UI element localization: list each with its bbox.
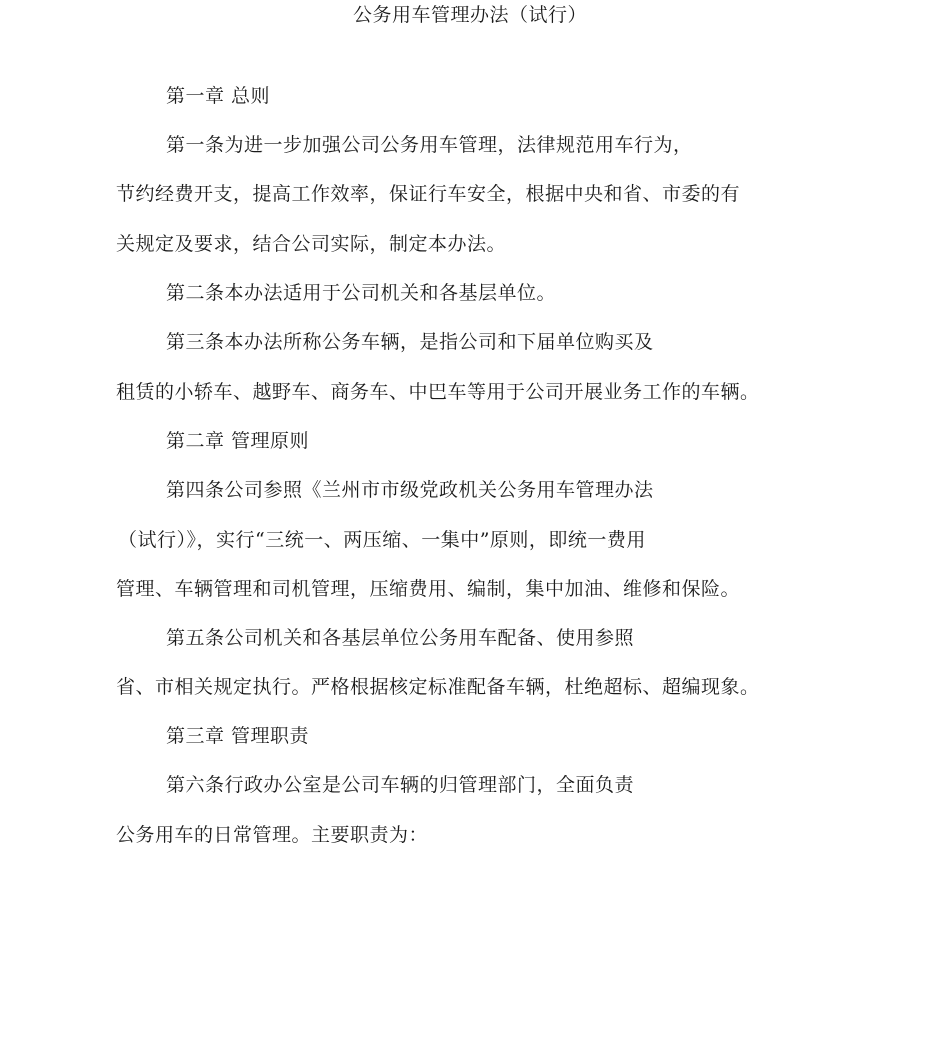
article-3-line-2: 租赁的小轿车、越野车、商务车、中巴车等用于公司开展业务工作的车辆。 (116, 381, 760, 403)
article-1-line-2: 节约经费开支，提高工作效率，保证行车安全，根据中央和省、市委的有 (116, 183, 741, 205)
article-4-line-3: 管理、车辆管理和司机管理，压缩费用、编制，集中加油、维修和保险。 (116, 578, 741, 600)
article-4-line-1: 第四条公司参照《兰州市市级党政机关公务用车管理办法 (166, 479, 654, 501)
article-2-line-1: 第二条本办法适用于公司机关和各基层单位。 (166, 282, 557, 304)
article-4-line-2: （试行）》，实行“三统一、两压缩、一集中”原则，即统一费用 (118, 529, 646, 551)
document-title: 公务用车管理办法（试行） (352, 4, 587, 26)
article-5-line-1: 第五条公司机关和各基层单位公务用车配备、使用参照 (166, 627, 635, 649)
chapter-2-heading: 第二章 管理原则 (166, 430, 310, 452)
chapter-3-heading: 第三章 管理职责 (166, 725, 310, 747)
article-5-line-2: 省、市相关规定执行。严格根据核定标准配备车辆，杜绝超标、超编现象。 (116, 676, 760, 698)
article-1-line-1: 第一条为进一步加强公司公务用车管理，法律规范用车行为， (166, 134, 693, 156)
article-6-line-1: 第六条行政办公室是公司车辆的归管理部门，全面负责 (166, 774, 635, 796)
chapter-1-heading: 第一章 总则 (166, 85, 271, 107)
article-1-line-3: 关规定及要求，结合公司实际，制定本办法。 (116, 233, 507, 255)
article-3-line-1: 第三条本办法所称公务车辆，是指公司和下届单位购买及 (166, 331, 654, 353)
article-6-line-2: 公务用车的日常管理。主要职责为： (116, 824, 429, 846)
